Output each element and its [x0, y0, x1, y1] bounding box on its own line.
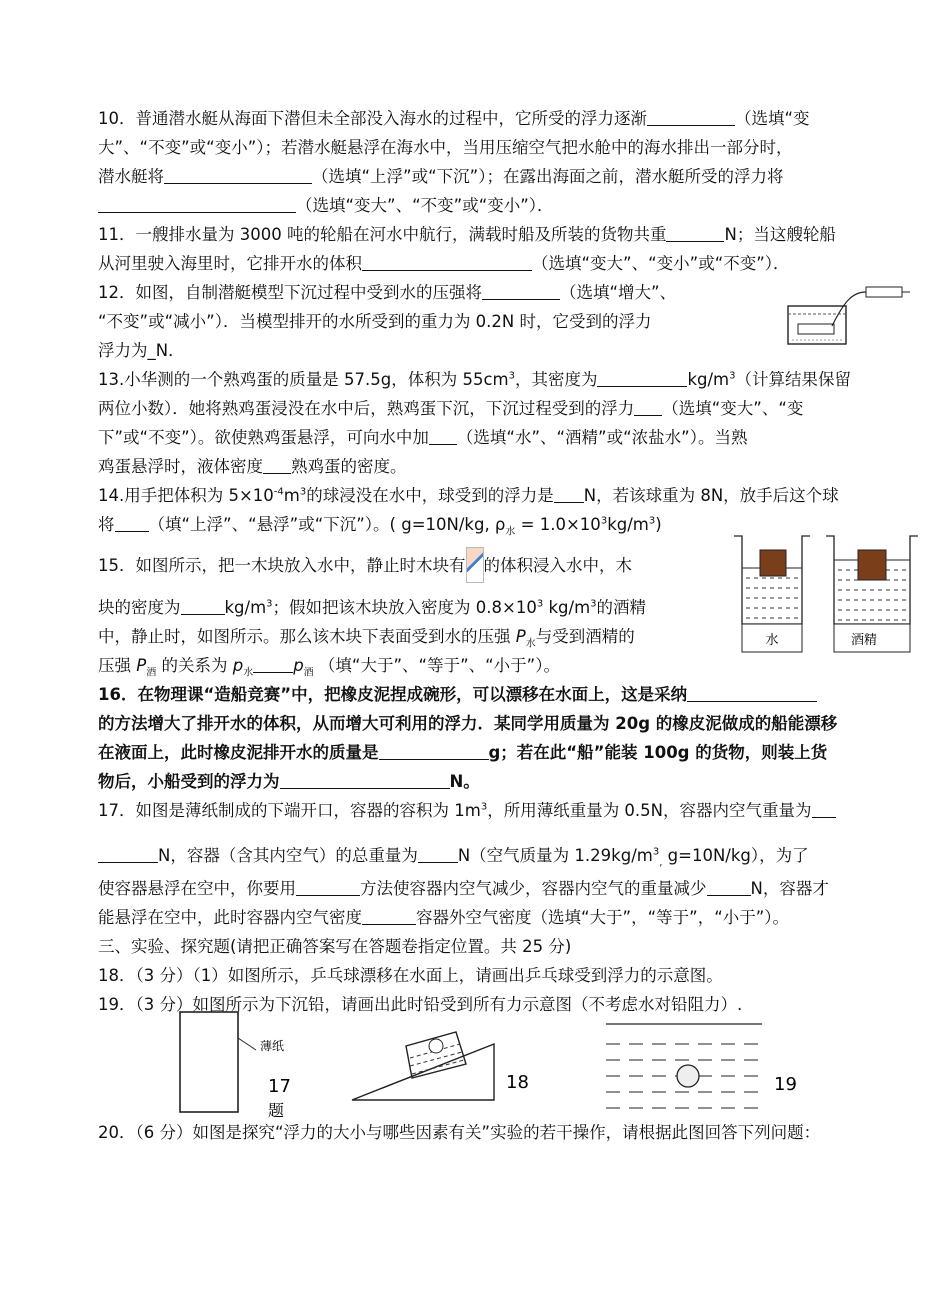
q17-line1: 17．如图是薄纸制成的下端开口，容器的容积为 $1m^3$，所用薄纸重量为 0.5N，容器内空气重量为 [98, 796, 910, 825]
q13-line1: 13.小华测的一个熟鸡蛋的质量是 57.5g，体积为 $55cm^3$，其密度为 $kg/m^3$（计算结果保留 [98, 370, 852, 389]
q17-line2: N，容器（含其内空气）的总重量为 N（空气质量为 $1.29kg/m^3_,$ g=10N/kg），为了 [98, 841, 910, 870]
fig17-sub: 题 [268, 1101, 285, 1120]
q17-line4: 能悬浮在空中，此时容器内空气密度 容器外空气密度（选填“大于”，“等于”，“小于”）。 [98, 908, 790, 927]
paper-label: 薄纸 [260, 1039, 285, 1053]
q16-line1: 16．在物理课“造船竞赛”中，把橡皮泥捏成碗形，可以漂移在水面上，这是采纳 [98, 680, 910, 709]
figure-19-sinking-lead [602, 1018, 812, 1118]
water-label: 水 [765, 633, 779, 648]
q13-line2: 两位小数）．她将熟鸡蛋浸没在水中后，熟鸡蛋下沉，下沉过程受到的浮力 （选填“变大”、“变 [98, 399, 804, 418]
q14-line2: 将 （填“上浮”、“悬浮”或“下沉”）。( g=10N/kg, $\rho_水 = 1.0\times 10^3kg/m^3$) [98, 515, 662, 538]
alcohol-label: 酒精 [850, 633, 878, 648]
q17-line3: 使容器悬浮在空中，你要用 方法使容器内空气减少，容器内空气的重量减少 N，容器才 [98, 879, 829, 898]
q15-line4: 压强 $P_酒$ 的关系为 $p_水$ $p_酒$ （填“大于”、“等于”、“小于”）。 [98, 656, 560, 679]
q18-text: 18．（3 分）（1）如图所示，乒乓球漂移在水面上，请画出乒乓球受到浮力的示意图。 [98, 966, 723, 985]
q16-line3: 在液面上，此时橡皮泥排开水的质量是 g；若在此“船”能装 100g 的货物，则装上货 [98, 743, 828, 762]
submarine-model-figure [782, 282, 912, 348]
q14-line1: 14.用手把体积为 $5\times 10^{-4}m^3$的球浸没在水中，球受到的浮力是 N，若该球重为 8N，放手后这个球 [98, 486, 839, 505]
figure-17-paper-container [170, 1008, 310, 1120]
q13-line3: 下”或“不变”）。欲使熟鸡蛋悬浮，可向水中加 （选填“水”、“酒精”或“浓盐水”）。当熟 [98, 428, 748, 447]
fraction-image [466, 547, 484, 583]
fig19-number: 19 [774, 1074, 797, 1095]
q12-line2: “不变”或“减小”）．当模型排开的水所受到的重力为 0.2N 时，它受到的浮力 [98, 312, 652, 331]
section-3-heading: 三、实验、探究题(请把正确答案写在答题卷指定位置。共 25 分) [98, 937, 572, 956]
q11-line1: 11．一艘排水量为 3000 吨的轮船在河水中航行，满载时船及所装的货物共重 N；当这艘轮船 [98, 225, 836, 244]
water-beaker [734, 536, 810, 652]
q12-line1: 12．如图，自制潜艇模型下沉过程中受到水的压强将 （选填“增大”、 [98, 283, 677, 302]
q15-line3: 中，静止时，如图所示。那么该木块下表面受到水的压强 $P_水$与受到酒精的 [98, 627, 635, 650]
q10-line1: 10．普通潜水艇从海面下潜但未全部没入海水的过程中，它所受的浮力逐渐 （选填“变 [98, 109, 810, 128]
beakers-figure [730, 532, 926, 654]
fig17-number: 17 [268, 1076, 291, 1097]
fig18-number: 18 [506, 1072, 529, 1093]
q15-line2: 块的密度为 $kg/m^3$；假如把该木块放入密度为 $0.8\times 10^3$ $kg/m^3$的酒精 [98, 598, 647, 617]
q10-line3: 潜水艇将 （选填“上浮”或“下沉”）；在露出海面之前，潜水艇所受的浮力将 [98, 167, 784, 186]
q16-line4: 物后，小船受到的浮力为 N。 [98, 772, 480, 791]
q11-line2: 从河里驶入海里时，它排开水的体积 （选填“变大”、“变小”或“不变”）． [98, 254, 790, 273]
q19-text: 19．（3 分）如图所示为下沉铅，请画出此时铅受到所有力示意图（不考虑水对铅阻力）. [98, 995, 743, 1014]
q20-text: 20．（6 分）如图是探究“浮力的大小与哪些因素有关”实验的若干操作，请根据此图回答下列问题： [98, 1123, 821, 1142]
q16-line2: 的方法增大了排开水的体积，从而增大可利用的浮力．某同学用质量为 20g 的橡皮泥做成的船能漂移 [98, 714, 838, 733]
q15-line1: 15．如图所示，把一木块放入水中，静止时木块有 的体积浸入水中，木 [98, 547, 910, 583]
figure-18-ping-pong-ball [348, 1028, 538, 1104]
q12-line3: 浮力为_N． [98, 341, 185, 360]
q13-line4: 鸡蛋悬浮时，液体密度 熟鸡蛋的密度。 [98, 457, 407, 476]
q10-line4: （选填“变大”、“不变”或“变小”）． [98, 191, 910, 220]
alcohol-beaker [826, 536, 918, 652]
q10-line2: 大”、“不变”或“变小”）；若潜水艇悬浮在海水中，当用压缩空气把水舱中的海水排出一部分时， [98, 138, 793, 157]
